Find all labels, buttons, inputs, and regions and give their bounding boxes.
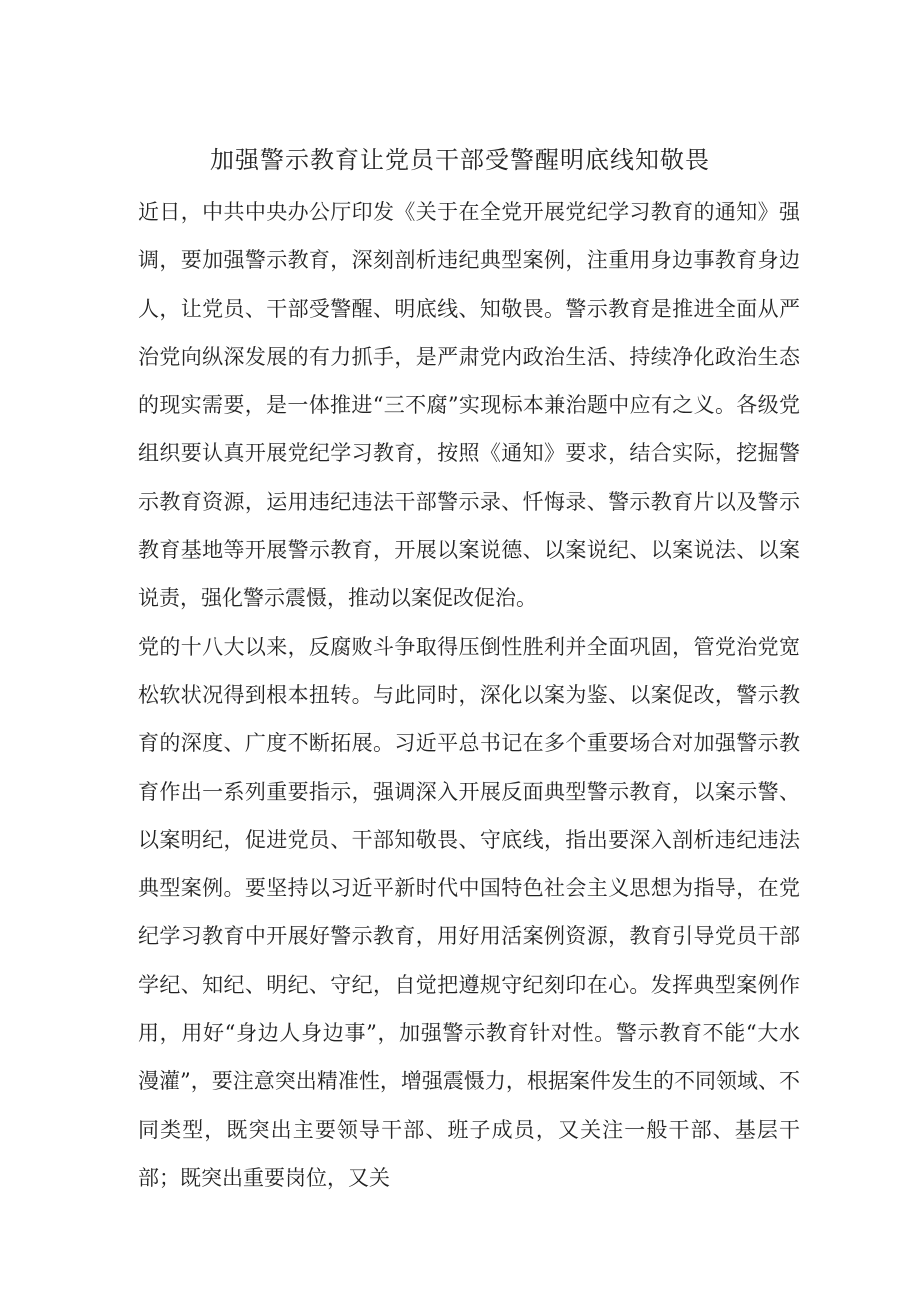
paragraph-2: 党的十八大以来，反腐败斗争取得压倒性胜利并全面巩固，管党治党宽松软状况得到根本扭转。与此同时，深化以案为鉴、以案促改，警示教育的深度、广度不断拓展。习近平总书记在多个重要场合对加强警示教育作出一系列重要指示，强调深入开展反面典型警示教育，以案示警、以案明纪，促进党员、干部知敬畏、守底线，指出要深入剖析违纪违法典型案例。要坚持以习近平新时代中国特色社会主义思想为指导，在党纪学习教育中开展好警示教育，用好用活案例资源，教育引导党员干部学纪、知纪、明纪、守纪，自觉把遵规守纪刻印在心。发挥典型案例作用，用好“身边人身边事”，加强警示教育针对性。警示教育不能“大水漫灌”，要注意突出精准性，增强震慑力，根据案件发生的不同领域、不同类型，既突出主要领导干部、班子成员，又关注一般干部、基层干部；既突出重要岗位，又关	[138, 634, 800, 1190]
document-title: 加强警示教育让党员干部受警醒明底线知敬畏	[210, 146, 710, 174]
document-body	[138, 188, 800, 1202]
paragraph-1: 近日，中共中央办公厅印发《关于在全党开展党纪学习教育的通知》强调，要加强警示教育，深刻剖析违纪典型案例，注重用身边事教育身边人，让党员、干部受警醒、明底线、知敬畏。警示教育是推进全面从严治党向纵深发展的有力抓手，是严肃党内政治生活、持续净化政治生态的现实需要，是一体推进“三不腐”实现标本兼治题中应有之义。各级党组织要认真开展党纪学习教育，按照《通知》要求，结合实际，挖掘警示教育资源，运用违纪违法干部警示录、忏悔录、警示教育片以及警示教育基地等开展警示教育，开展以案说德、以案说纪、以案说法、以案说责，强化警示震慑，推动以案促改促治。	[138, 200, 800, 611]
